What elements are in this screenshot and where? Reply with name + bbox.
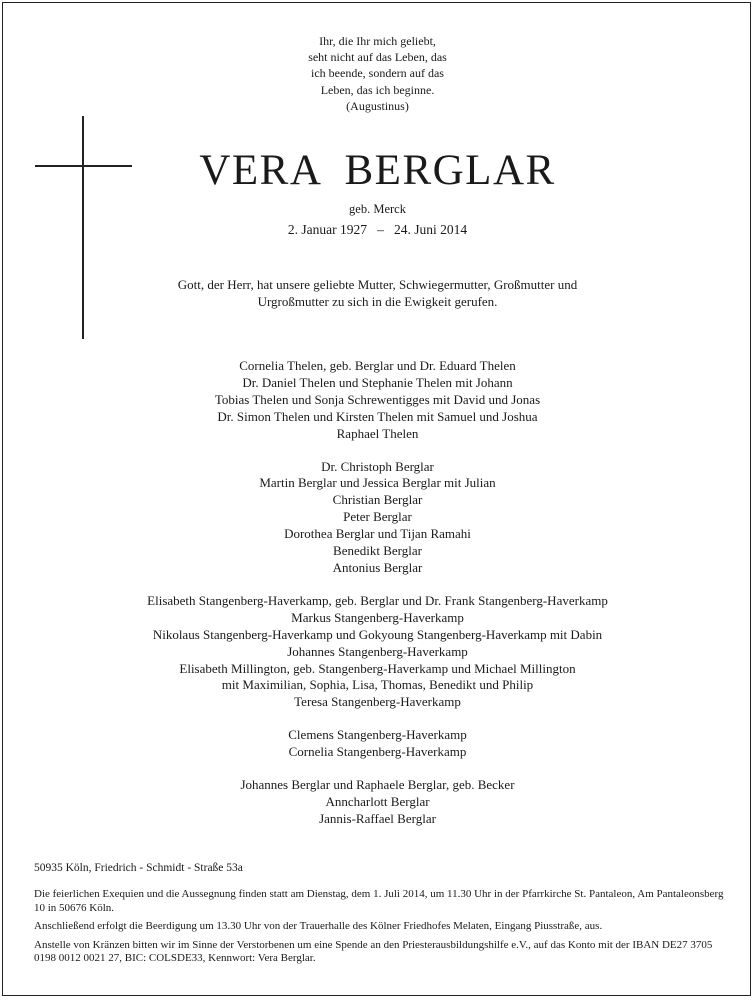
motto-line: ich beende, sondern auf das — [311, 66, 444, 81]
mourner-line: Dr. Daniel Thelen und Stephanie Thelen mit Johann — [242, 374, 513, 390]
mourner-line: Peter Berglar — [343, 509, 412, 525]
life-dates: 2. Januar 1927 – 24. Juni 2014 — [287, 222, 468, 237]
mourner-line: Antonius Berglar — [332, 559, 423, 575]
mourner-line: Raphael Thelen — [336, 425, 419, 441]
family-group-berglar-2 — [0, 777, 755, 828]
announcement-line: Urgroßmutter zu sich in die Ewigkeit gerufen. — [257, 294, 498, 309]
mourner-line: Jannis-Raffael Berglar — [319, 810, 436, 826]
mourner-line: Christian Berglar — [332, 492, 423, 508]
mourner-line: Dr. Simon Thelen und Kirsten Thelen mit Samuel und Joshua — [217, 408, 538, 424]
mourner-line: Anncharlott Berglar — [325, 793, 430, 809]
motto-attribution: (Augustinus) — [346, 98, 409, 113]
family-address: 50935 Köln, Friedrich - Schmidt - Straße 53a — [34, 862, 243, 874]
motto-line: Leben, das ich beginne. — [320, 82, 435, 97]
burial-note: Anschließend erfolgt die Beerdigung um 13.30 Uhr von der Trauerhalle des Kölner Friedhofes Melaten, Eingang Piusstraße, aus. — [34, 920, 603, 933]
mourner-line: Martin Berglar und Jessica Berglar mit Julian — [259, 475, 496, 491]
mourner-line: Clemens Stangenberg-Haverkamp — [288, 727, 467, 743]
family-group-thelen — [0, 358, 755, 443]
family-group-stangenberg-haverkamp-2 — [0, 727, 755, 761]
family-group-stangenberg-haverkamp — [0, 593, 755, 711]
service-note: Die feierlichen Exequien und die Aussegnung finden statt am Dienstag, dem 1. Juli 2014, um 11.30 Uhr in der Pfarrkirche St. Pantaleon, Am Pantaleonsberg 10 in 50676 Köln. — [34, 888, 724, 914]
donation-note: Anstelle von Kränzen bitten wir im Sinne der Verstorbenen um eine Spende an den Priesterausbildungshilfe e.V., auf das Konto mit der IBAN DE27 3705 0198 0012 0021 27, BIC: COLSDE33, Kennwort: Vera Berglar. — [34, 938, 713, 965]
mourner-line: Johannes Stangenberg-Haverkamp — [287, 643, 468, 659]
mourner-line: Nikolaus Stangenberg-Haverkamp und Gokyoung Stangenberg-Haverkamp mit Dabin — [152, 626, 603, 642]
mourner-line: Johannes Berglar und Raphaele Berglar, geb. Becker — [240, 777, 515, 793]
mourner-line: Elisabeth Millington, geb. Stangenberg-Haverkamp und Michael Millington — [179, 660, 576, 676]
mourner-line: Dorothea Berglar und Tijan Ramahi — [284, 526, 471, 542]
motto-line: Ihr, die Ihr mich geliebt, — [319, 34, 436, 48]
motto-line: seht nicht auf das Leben, das — [308, 50, 447, 65]
family-group-berglar — [0, 459, 755, 577]
funeral-notes — [34, 888, 724, 971]
mourners-list — [0, 358, 755, 844]
mourner-line: Benedikt Berglar — [333, 543, 422, 559]
mourner-line: Cornelia Thelen, geb. Berglar und Dr. Eduard Thelen — [239, 358, 516, 373]
announcement-text — [0, 276, 755, 310]
mourner-line: Elisabeth Stangenberg-Haverkamp, geb. Berglar und Dr. Frank Stangenberg-Haverkamp — [147, 592, 608, 608]
mourner-line: Teresa Stangenberg-Haverkamp — [294, 694, 461, 710]
announcement-line: Gott, der Herr, hat unsere geliebte Mutter, Schwiegermutter, Großmutter und — [177, 277, 578, 292]
mourner-line: Dr. Christoph Berglar — [321, 458, 434, 474]
mourner-line: Cornelia Stangenberg-Haverkamp — [288, 744, 467, 760]
mourner-line: Tobias Thelen und Sonja Schrewentigges mit David und Jonas — [214, 391, 541, 407]
birth-name: geb. Merck — [349, 202, 406, 216]
mourner-line: mit Maximilian, Sophia, Lisa, Thomas, Benedikt und Philip — [221, 677, 534, 693]
mourner-line: Markus Stangenberg-Haverkamp — [291, 609, 464, 625]
motto-quote — [0, 33, 755, 114]
deceased-name: VERA BERGLAR — [199, 147, 556, 194]
